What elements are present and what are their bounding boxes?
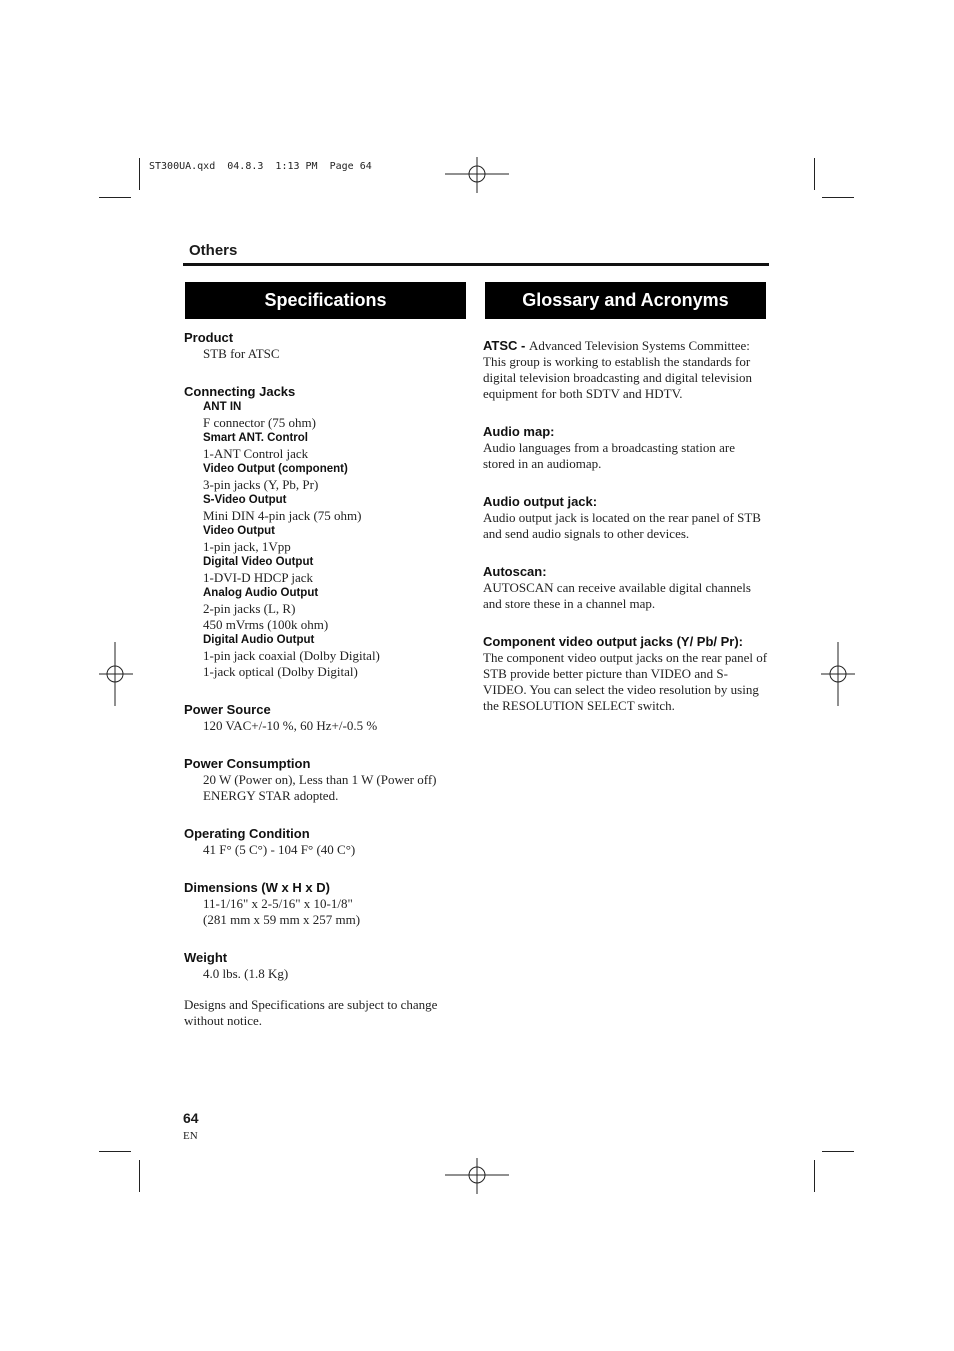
spec-heading: Connecting Jacks: [184, 384, 296, 399]
spec-value: 1-jack optical (Dolby Digital): [203, 664, 358, 679]
registration-mark-icon: [445, 1158, 509, 1194]
spec-heading: Power Source: [184, 702, 271, 717]
registration-mark-icon: [821, 642, 855, 706]
spec-group-weight: [184, 950, 474, 982]
spec-value: 3-pin jacks (Y, Pb, Pr): [203, 477, 319, 492]
spec-group-product: [184, 330, 474, 362]
glossary-entry-audio-output-jack: [483, 494, 768, 542]
spec-heading: Weight: [184, 950, 228, 965]
spec-subheading: Digital Video Output: [203, 556, 314, 568]
spec-value: (281 mm x 59 mm x 257 mm): [203, 912, 361, 927]
crop-mark: [814, 1160, 815, 1192]
spec-value: 1-DVI-D HDCP jack: [203, 570, 313, 585]
spec-subheading: S-Video Output: [203, 494, 287, 506]
glossary-definition: Audio languages from a broadcasting station are stored in an audiomap.: [483, 440, 735, 471]
spec-group-power-source: [184, 702, 474, 734]
spec-disclaimer: Designs and Specifications are subject to change without notice.: [184, 997, 438, 1028]
glossary-banner: Glossary and Acronyms: [485, 282, 766, 319]
crop-mark: [822, 197, 854, 198]
glossary-definition: AUTOSCAN can receive available digital channels and store these in a channel map.: [483, 580, 751, 611]
spec-value: 1-pin jack, 1Vpp: [203, 539, 291, 554]
spec-subheading: Smart ANT. Control: [203, 432, 308, 444]
crop-mark: [139, 1160, 140, 1192]
glossary-entry-component-video: [483, 634, 768, 714]
spec-heading: Product: [184, 330, 234, 345]
page-number: 64: [183, 1110, 199, 1126]
glossary-entry-audio-map: [483, 424, 768, 472]
spec-subheading: Video Output: [203, 525, 275, 537]
spec-value: Mini DIN 4-pin jack (75 ohm): [203, 508, 362, 523]
spec-value: 20 W (Power on), Less than 1 W (Power off): [203, 772, 437, 787]
spec-value: 4.0 lbs. (1.8 Kg): [203, 966, 289, 981]
spec-subheading: Analog Audio Output: [203, 587, 319, 599]
section-label: Others: [189, 242, 238, 259]
spec-subheading: Digital Audio Output: [203, 634, 315, 646]
spec-value: 120 VAC+/-10 %, 60 Hz+/-0.5 %: [203, 718, 378, 733]
spec-value: 1-ANT Control jack: [203, 446, 309, 461]
language-code: EN: [183, 1130, 198, 1142]
crop-mark: [822, 1151, 854, 1152]
registration-mark-icon: [99, 642, 133, 706]
glossary-entry-atsc: [483, 338, 768, 402]
spec-heading: Power Consumption: [184, 756, 311, 771]
spec-heading: Operating Condition: [184, 826, 310, 841]
spec-value: 450 mVrms (100k ohm): [203, 617, 329, 632]
spec-group-connecting-jacks: [184, 384, 474, 680]
spec-group-dimensions: [184, 880, 474, 928]
section-rule: [183, 263, 769, 266]
spec-value: ENERGY STAR adopted.: [203, 788, 339, 803]
spec-group-operating-condition: [184, 826, 474, 858]
glossary-term: ATSC -: [483, 338, 529, 353]
glossary-definition: Advanced Television Systems Committee: This group is working to establish the standards for digital television broadcasting and digital television equipment for both SDTV and HDTV.: [483, 338, 752, 401]
spec-value: F connector (75 ohm): [203, 415, 317, 430]
glossary-definition: Audio output jack is located on the rear panel of STB and send audio signals to other devices.: [483, 510, 761, 541]
specifications-column: [184, 330, 474, 1029]
registration-mark-icon: [445, 157, 509, 193]
spec-heading: Dimensions (W x H x D): [184, 880, 330, 895]
spec-value: 11-1/16" x 2-5/16" x 10-1/8": [203, 896, 353, 911]
spec-value: STB for ATSC: [203, 346, 280, 361]
glossary-term: Autoscan:: [483, 564, 547, 579]
print-slug: ST300UA.qxd 04.8.3 1:13 PM Page 64: [149, 161, 372, 172]
spec-subheading: Video Output (component): [203, 463, 348, 475]
crop-mark: [99, 1151, 131, 1152]
glossary-definition: The component video output jacks on the rear panel of STB provide better picture than VIDEO and S-VIDEO. You can select the video resolution by using the RESOLUTION SELECT switch.: [483, 650, 768, 713]
glossary-entry-autoscan: [483, 564, 768, 612]
spec-subheading: ANT IN: [203, 401, 242, 413]
spec-value: 1-pin jack coaxial (Dolby Digital): [203, 648, 380, 663]
spec-value: 41 F° (5 C°) - 104 F° (40 C°): [203, 842, 356, 857]
crop-mark: [814, 158, 815, 190]
crop-mark: [99, 197, 131, 198]
spec-group-power-consumption: [184, 756, 474, 804]
glossary-term: Audio map:: [483, 424, 555, 439]
crop-mark: [139, 158, 140, 190]
glossary-column: [483, 338, 773, 736]
glossary-term: Component video output jacks (Y/ Pb/ Pr):: [483, 634, 744, 649]
glossary-term: Audio output jack:: [483, 494, 598, 509]
spec-value: 2-pin jacks (L, R): [203, 601, 296, 616]
specifications-banner: Specifications: [185, 282, 466, 319]
